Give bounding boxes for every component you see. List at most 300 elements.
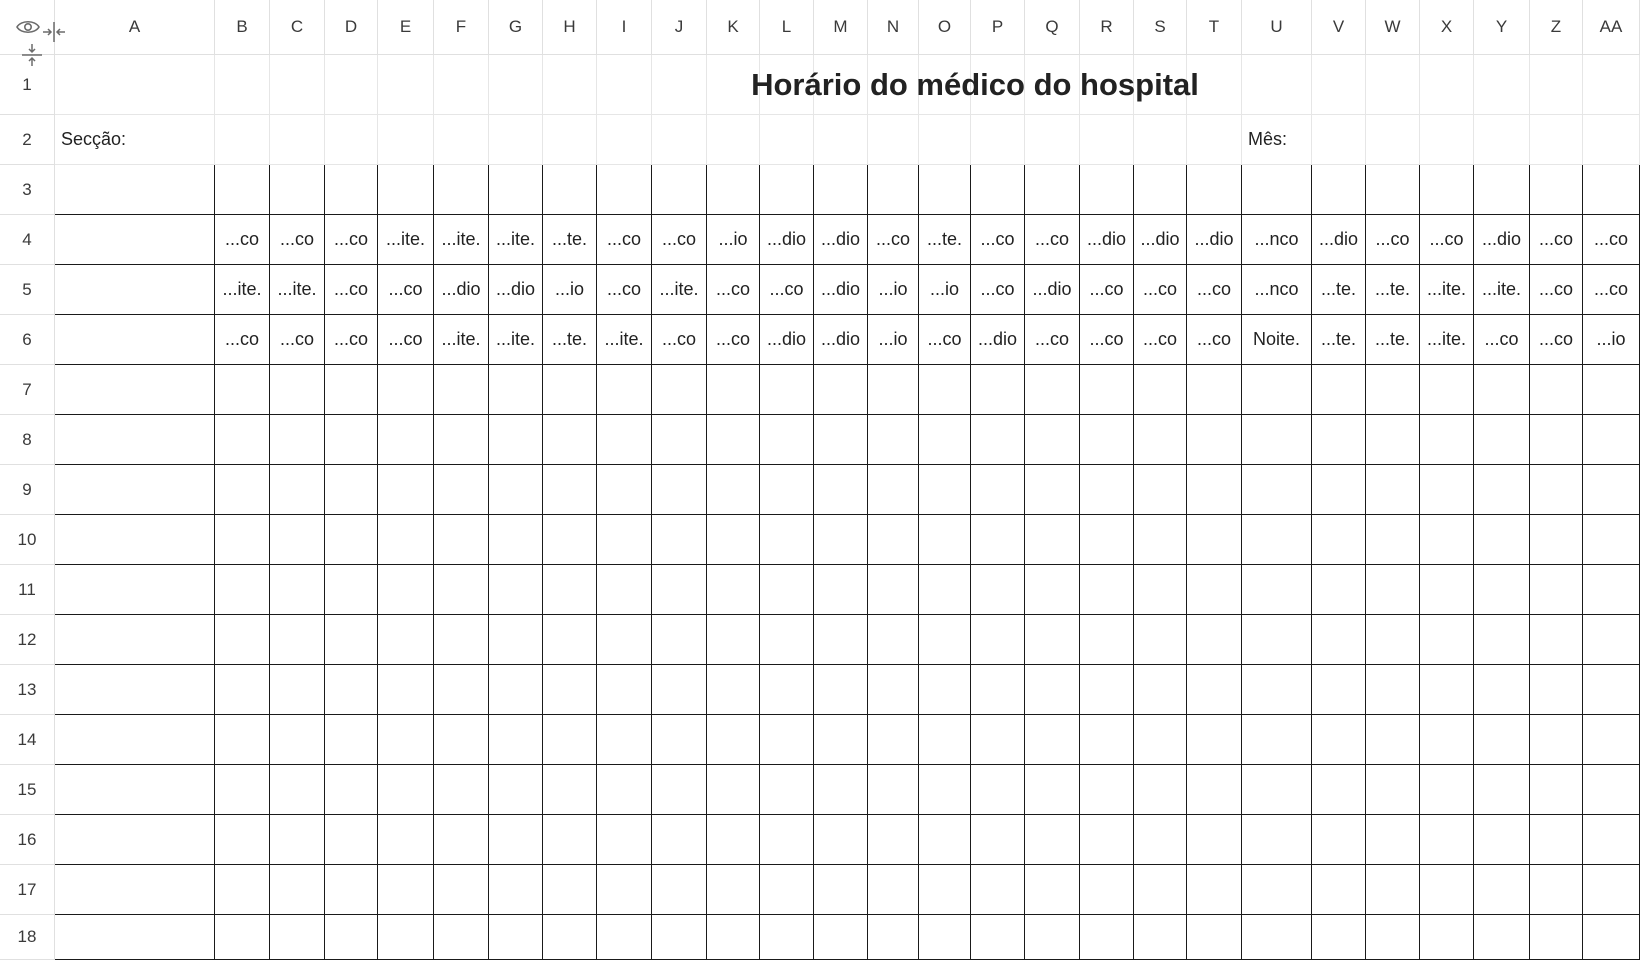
shift-cell[interactable]: ...dio xyxy=(1312,215,1366,265)
doctor-name-empty[interactable] xyxy=(55,365,215,415)
column-header-m[interactable]: M xyxy=(814,0,868,55)
cell[interactable] xyxy=(1025,115,1080,165)
shift-cell-empty[interactable] xyxy=(597,515,652,565)
shift-cell-empty[interactable] xyxy=(971,665,1025,715)
shift-cell-empty[interactable] xyxy=(1312,865,1366,915)
month-label[interactable]: Mês: xyxy=(1242,115,1312,165)
shift-cell-empty[interactable] xyxy=(1187,665,1242,715)
shift-cell-empty[interactable] xyxy=(1134,415,1187,465)
shift-cell-empty[interactable] xyxy=(1366,565,1420,615)
shift-cell-empty[interactable] xyxy=(1134,815,1187,865)
shift-cell-empty[interactable] xyxy=(1242,715,1312,765)
shift-cell-empty[interactable] xyxy=(378,665,434,715)
shift-cell-empty[interactable] xyxy=(971,715,1025,765)
shift-cell-empty[interactable] xyxy=(919,665,971,715)
shift-cell-empty[interactable] xyxy=(434,915,489,960)
shift-cell-empty[interactable] xyxy=(215,515,270,565)
shift-cell-empty[interactable] xyxy=(1312,915,1366,960)
shift-cell-empty[interactable] xyxy=(1366,515,1420,565)
shift-cell-empty[interactable] xyxy=(1187,765,1242,815)
day-header-4[interactable]: 4 xyxy=(378,165,434,215)
shift-cell-empty[interactable] xyxy=(1080,465,1134,515)
shift-cell-empty[interactable] xyxy=(325,715,378,765)
sheet-title[interactable]: Horário do médico do hospital xyxy=(751,67,1199,102)
shift-cell-empty[interactable] xyxy=(868,615,919,665)
shift-cell-empty[interactable] xyxy=(378,915,434,960)
shift-cell-empty[interactable] xyxy=(1134,615,1187,665)
shift-cell-empty[interactable] xyxy=(1530,915,1583,960)
shift-cell[interactable]: ...ite. xyxy=(597,315,652,365)
shift-cell-empty[interactable] xyxy=(652,865,707,915)
shift-cell-empty[interactable] xyxy=(270,465,325,515)
shift-cell-empty[interactable] xyxy=(270,515,325,565)
shift-cell-empty[interactable] xyxy=(1134,665,1187,715)
shift-cell-empty[interactable] xyxy=(1530,865,1583,915)
shift-cell[interactable]: ...co xyxy=(378,315,434,365)
shift-cell[interactable]: ...co xyxy=(1474,315,1530,365)
shift-cell-empty[interactable] xyxy=(1134,765,1187,815)
shift-cell-empty[interactable] xyxy=(543,865,597,915)
day-header-23[interactable]: 23 xyxy=(1420,165,1474,215)
shift-cell-empty[interactable] xyxy=(543,415,597,465)
shift-cell[interactable]: ...dio xyxy=(814,265,868,315)
shift-cell-empty[interactable] xyxy=(1474,765,1530,815)
cell[interactable] xyxy=(652,115,707,165)
shift-cell-empty[interactable] xyxy=(1080,915,1134,960)
day-header-25[interactable]: 25 xyxy=(1530,165,1583,215)
shift-cell-empty[interactable] xyxy=(652,715,707,765)
shift-cell-empty[interactable] xyxy=(919,465,971,515)
shift-cell-empty[interactable] xyxy=(1583,665,1640,715)
shift-cell-empty[interactable] xyxy=(1474,815,1530,865)
shift-cell[interactable]: ...co xyxy=(597,215,652,265)
shift-cell-empty[interactable] xyxy=(325,915,378,960)
day-header-22[interactable]: 22 xyxy=(1366,165,1420,215)
shift-cell[interactable]: ...ite. xyxy=(489,215,543,265)
shift-cell-empty[interactable] xyxy=(760,915,814,960)
shift-cell-empty[interactable] xyxy=(597,715,652,765)
shift-cell[interactable]: ...co xyxy=(1583,215,1640,265)
shift-cell-empty[interactable] xyxy=(215,415,270,465)
shift-cell-empty[interactable] xyxy=(1530,615,1583,665)
shift-cell-empty[interactable] xyxy=(1583,815,1640,865)
shift-cell-empty[interactable] xyxy=(215,565,270,615)
shift-cell-empty[interactable] xyxy=(1420,615,1474,665)
shift-cell-empty[interactable] xyxy=(489,615,543,665)
shift-cell-empty[interactable] xyxy=(707,765,760,815)
shift-cell-empty[interactable] xyxy=(814,815,868,865)
shift-cell[interactable]: ...te. xyxy=(543,215,597,265)
shift-cell-empty[interactable] xyxy=(652,615,707,665)
row-header-6[interactable]: 6 xyxy=(0,315,55,365)
shift-cell-empty[interactable] xyxy=(1080,665,1134,715)
column-header-r[interactable]: R xyxy=(1080,0,1134,55)
shift-cell-empty[interactable] xyxy=(1187,865,1242,915)
shift-cell-empty[interactable] xyxy=(652,765,707,815)
shift-cell-empty[interactable] xyxy=(1187,365,1242,415)
shift-cell-empty[interactable] xyxy=(971,415,1025,465)
shift-cell[interactable]: ...dio xyxy=(971,315,1025,365)
day-header-15[interactable]: 15 xyxy=(971,165,1025,215)
shift-cell-empty[interactable] xyxy=(919,415,971,465)
day-header-21[interactable]: 21 xyxy=(1312,165,1366,215)
shift-cell-empty[interactable] xyxy=(1025,515,1080,565)
shift-cell-empty[interactable] xyxy=(814,865,868,915)
shift-cell-empty[interactable] xyxy=(270,665,325,715)
shift-cell-empty[interactable] xyxy=(1242,415,1312,465)
shift-cell[interactable]: ...io xyxy=(919,265,971,315)
shift-cell[interactable]: ...ite. xyxy=(434,315,489,365)
shift-cell[interactable]: ...co xyxy=(919,315,971,365)
shift-cell-empty[interactable] xyxy=(1583,465,1640,515)
shift-cell[interactable]: ...dio xyxy=(1474,215,1530,265)
section-label[interactable]: Secção: xyxy=(55,115,215,165)
shift-cell-empty[interactable] xyxy=(971,815,1025,865)
shift-cell-empty[interactable] xyxy=(434,765,489,815)
shift-cell-empty[interactable] xyxy=(652,915,707,960)
row-header-5[interactable]: 5 xyxy=(0,265,55,315)
shift-cell-empty[interactable] xyxy=(325,415,378,465)
shift-cell-empty[interactable] xyxy=(1134,515,1187,565)
column-header-x[interactable]: X xyxy=(1420,0,1474,55)
shift-cell-empty[interactable] xyxy=(760,815,814,865)
shift-cell[interactable]: ...co xyxy=(1187,315,1242,365)
shift-cell-empty[interactable] xyxy=(971,915,1025,960)
shift-cell-empty[interactable] xyxy=(868,815,919,865)
day-header-2[interactable]: 2 xyxy=(270,165,325,215)
shift-cell-empty[interactable] xyxy=(868,565,919,615)
shift-cell-empty[interactable] xyxy=(1420,765,1474,815)
shift-cell-empty[interactable] xyxy=(1530,515,1583,565)
shift-cell-empty[interactable] xyxy=(1242,365,1312,415)
row-header-10[interactable]: 10 xyxy=(0,515,55,565)
shift-cell-empty[interactable] xyxy=(1583,915,1640,960)
shift-cell[interactable]: ...co xyxy=(1530,265,1583,315)
shift-cell-empty[interactable] xyxy=(707,915,760,960)
shift-cell-empty[interactable] xyxy=(1134,365,1187,415)
shift-cell-empty[interactable] xyxy=(489,715,543,765)
shift-cell-empty[interactable] xyxy=(1583,865,1640,915)
shift-cell[interactable]: ...ite. xyxy=(215,265,270,315)
shift-cell[interactable]: ...co xyxy=(707,265,760,315)
shift-cell-empty[interactable] xyxy=(270,865,325,915)
shift-cell-empty[interactable] xyxy=(652,665,707,715)
shift-cell-empty[interactable] xyxy=(1474,615,1530,665)
shift-cell-empty[interactable] xyxy=(378,365,434,415)
cell[interactable] xyxy=(325,115,378,165)
shift-cell-empty[interactable] xyxy=(1312,515,1366,565)
shift-cell-empty[interactable] xyxy=(707,815,760,865)
shift-cell-empty[interactable] xyxy=(1312,715,1366,765)
shift-cell-empty[interactable] xyxy=(814,565,868,615)
shift-cell-empty[interactable] xyxy=(868,365,919,415)
cell[interactable] xyxy=(543,115,597,165)
cell[interactable] xyxy=(489,115,543,165)
shift-cell-empty[interactable] xyxy=(543,565,597,615)
eye-icon[interactable] xyxy=(16,18,40,36)
shift-cell[interactable]: ...dio xyxy=(1187,215,1242,265)
shift-cell-empty[interactable] xyxy=(707,715,760,765)
shift-cell[interactable]: ...dio xyxy=(760,315,814,365)
shift-cell[interactable]: ...ite. xyxy=(1420,265,1474,315)
shift-cell-empty[interactable] xyxy=(1366,665,1420,715)
shift-cell-empty[interactable] xyxy=(1312,365,1366,415)
day-header-11[interactable]: 11 xyxy=(760,165,814,215)
shift-cell-empty[interactable] xyxy=(652,815,707,865)
shift-cell-empty[interactable] xyxy=(1312,765,1366,815)
shift-cell-empty[interactable] xyxy=(434,415,489,465)
shift-cell-empty[interactable] xyxy=(434,715,489,765)
shift-cell-empty[interactable] xyxy=(1474,465,1530,515)
column-header-h[interactable]: H xyxy=(543,0,597,55)
shift-cell-empty[interactable] xyxy=(597,665,652,715)
column-header-t[interactable]: T xyxy=(1187,0,1242,55)
shift-cell-empty[interactable] xyxy=(1312,565,1366,615)
shift-cell[interactable]: ...ite. xyxy=(378,215,434,265)
shift-cell-empty[interactable] xyxy=(1530,365,1583,415)
day-header-26[interactable]: 26 xyxy=(1583,165,1640,215)
shift-cell-empty[interactable] xyxy=(1080,565,1134,615)
shift-cell-empty[interactable] xyxy=(760,715,814,765)
shift-cell-empty[interactable] xyxy=(1080,765,1134,815)
shift-cell-empty[interactable] xyxy=(707,865,760,915)
shift-cell-empty[interactable] xyxy=(1474,515,1530,565)
column-header-e[interactable]: E xyxy=(378,0,434,55)
doctor-name-empty[interactable] xyxy=(55,765,215,815)
column-header-y[interactable]: Y xyxy=(1474,0,1530,55)
shift-cell-empty[interactable] xyxy=(378,815,434,865)
shift-cell[interactable]: ...co xyxy=(597,265,652,315)
shift-cell[interactable]: ...co xyxy=(215,215,270,265)
column-header-v[interactable]: V xyxy=(1312,0,1366,55)
shift-cell-empty[interactable] xyxy=(652,415,707,465)
shift-cell[interactable]: ...co xyxy=(760,265,814,315)
shift-cell-empty[interactable] xyxy=(971,865,1025,915)
shift-cell-empty[interactable] xyxy=(760,565,814,615)
shift-cell-empty[interactable] xyxy=(707,615,760,665)
shift-cell[interactable]: ...ite. xyxy=(1474,265,1530,315)
shift-cell-empty[interactable] xyxy=(1366,715,1420,765)
doctor-name-empty[interactable] xyxy=(55,865,215,915)
column-header-q[interactable]: Q xyxy=(1025,0,1080,55)
shift-cell-empty[interactable] xyxy=(489,765,543,815)
shift-cell-empty[interactable] xyxy=(597,565,652,615)
freeze-rows-icon[interactable] xyxy=(21,43,43,67)
column-header-p[interactable]: P xyxy=(971,0,1025,55)
shift-cell[interactable]: ...dio xyxy=(434,265,489,315)
shift-cell-empty[interactable] xyxy=(760,415,814,465)
shift-cell-empty[interactable] xyxy=(1025,615,1080,665)
shift-cell[interactable]: ...nco xyxy=(1242,265,1312,315)
shift-cell-empty[interactable] xyxy=(270,565,325,615)
shift-cell-empty[interactable] xyxy=(1187,515,1242,565)
shift-cell-empty[interactable] xyxy=(270,615,325,665)
cell[interactable] xyxy=(868,115,919,165)
column-header-n[interactable]: N xyxy=(868,0,919,55)
day-header-24[interactable]: 24 xyxy=(1474,165,1530,215)
day-header-8[interactable]: 8 xyxy=(597,165,652,215)
row-header-9[interactable]: 9 xyxy=(0,465,55,515)
shift-cell-empty[interactable] xyxy=(597,865,652,915)
shift-cell[interactable]: ...co xyxy=(652,315,707,365)
shift-cell-empty[interactable] xyxy=(597,415,652,465)
shift-cell-empty[interactable] xyxy=(760,515,814,565)
cell[interactable] xyxy=(1312,115,1366,165)
shift-cell-empty[interactable] xyxy=(1080,515,1134,565)
shift-cell[interactable]: ...io xyxy=(868,265,919,315)
cell[interactable] xyxy=(707,115,760,165)
shift-cell-empty[interactable] xyxy=(270,815,325,865)
doctor-name-empty[interactable] xyxy=(55,465,215,515)
shift-cell-empty[interactable] xyxy=(1583,765,1640,815)
shift-cell-empty[interactable] xyxy=(215,465,270,515)
doctor-name-empty[interactable] xyxy=(55,415,215,465)
column-header-l[interactable]: L xyxy=(760,0,814,55)
shift-cell-empty[interactable] xyxy=(919,365,971,415)
shift-cell-empty[interactable] xyxy=(378,615,434,665)
doctor-name-empty[interactable] xyxy=(55,815,215,865)
shift-cell[interactable]: ...co xyxy=(325,315,378,365)
shift-cell-empty[interactable] xyxy=(1242,615,1312,665)
shift-cell-empty[interactable] xyxy=(543,365,597,415)
shift-cell-empty[interactable] xyxy=(1583,515,1640,565)
shift-cell-empty[interactable] xyxy=(434,365,489,415)
shift-cell-empty[interactable] xyxy=(378,565,434,615)
shift-cell-empty[interactable] xyxy=(1025,465,1080,515)
shift-cell[interactable]: ...ite. xyxy=(434,215,489,265)
shift-cell-empty[interactable] xyxy=(325,815,378,865)
shift-cell-empty[interactable] xyxy=(378,415,434,465)
shift-cell-empty[interactable] xyxy=(1420,915,1474,960)
shift-cell-empty[interactable] xyxy=(1187,815,1242,865)
shift-cell[interactable]: ...dio xyxy=(1134,215,1187,265)
day-header-5[interactable]: 5 xyxy=(434,165,489,215)
shift-cell-empty[interactable] xyxy=(707,515,760,565)
shift-cell[interactable]: ...co xyxy=(971,265,1025,315)
column-header-z[interactable]: Z xyxy=(1530,0,1583,55)
shift-cell-empty[interactable] xyxy=(1420,465,1474,515)
shift-cell-empty[interactable] xyxy=(1187,615,1242,665)
shift-cell[interactable]: ...co xyxy=(1134,315,1187,365)
shift-cell-empty[interactable] xyxy=(1134,565,1187,615)
shift-cell-empty[interactable] xyxy=(1474,665,1530,715)
cell[interactable] xyxy=(1583,115,1640,165)
shift-cell-empty[interactable] xyxy=(868,465,919,515)
shift-cell[interactable]: ...dio xyxy=(760,215,814,265)
shift-cell-empty[interactable] xyxy=(1530,815,1583,865)
shift-cell-empty[interactable] xyxy=(1420,715,1474,765)
shift-cell[interactable]: ...te. xyxy=(1312,265,1366,315)
shift-cell-empty[interactable] xyxy=(1025,365,1080,415)
shift-cell[interactable]: ...co xyxy=(1420,215,1474,265)
shift-cell-empty[interactable] xyxy=(1583,365,1640,415)
shift-cell-empty[interactable] xyxy=(543,815,597,865)
row-header-4[interactable]: 4 xyxy=(0,215,55,265)
shift-cell-empty[interactable] xyxy=(378,715,434,765)
shift-cell-empty[interactable] xyxy=(378,865,434,915)
shift-cell-empty[interactable] xyxy=(919,615,971,665)
shift-cell-empty[interactable] xyxy=(434,465,489,515)
row-header-15[interactable]: 15 xyxy=(0,765,55,815)
day-header-12[interactable]: 12 xyxy=(814,165,868,215)
shift-cell-empty[interactable] xyxy=(868,915,919,960)
shift-cell-empty[interactable] xyxy=(919,765,971,815)
shift-cell-empty[interactable] xyxy=(1420,865,1474,915)
shift-cell-empty[interactable] xyxy=(434,565,489,615)
shift-cell-empty[interactable] xyxy=(971,615,1025,665)
shift-cell-empty[interactable] xyxy=(489,465,543,515)
cell[interactable] xyxy=(378,115,434,165)
shift-cell[interactable]: ...dio xyxy=(1025,265,1080,315)
shift-cell-empty[interactable] xyxy=(814,765,868,815)
shift-cell-empty[interactable] xyxy=(814,915,868,960)
shift-cell-empty[interactable] xyxy=(1134,715,1187,765)
shift-cell[interactable]: ...co xyxy=(378,265,434,315)
shift-cell[interactable]: ...co xyxy=(1134,265,1187,315)
shift-cell-empty[interactable] xyxy=(1312,815,1366,865)
shift-cell-empty[interactable] xyxy=(215,765,270,815)
shift-cell-empty[interactable] xyxy=(1025,565,1080,615)
shift-cell-empty[interactable] xyxy=(325,665,378,715)
shift-cell-empty[interactable] xyxy=(434,815,489,865)
shift-cell-empty[interactable] xyxy=(543,615,597,665)
shift-cell-empty[interactable] xyxy=(325,615,378,665)
shift-cell-empty[interactable] xyxy=(1080,365,1134,415)
shift-cell-empty[interactable] xyxy=(1530,665,1583,715)
cell[interactable] xyxy=(597,115,652,165)
shift-cell-empty[interactable] xyxy=(1080,615,1134,665)
shift-cell[interactable]: ...co xyxy=(270,315,325,365)
freeze-columns-icon[interactable] xyxy=(42,21,66,43)
shift-cell-empty[interactable] xyxy=(489,665,543,715)
shift-cell-empty[interactable] xyxy=(1242,665,1312,715)
shift-cell-empty[interactable] xyxy=(1187,915,1242,960)
shift-cell[interactable]: ...co xyxy=(1187,265,1242,315)
doctor-name[interactable]: Zhang Três xyxy=(55,215,215,265)
shift-cell-empty[interactable] xyxy=(1312,665,1366,715)
shift-cell-empty[interactable] xyxy=(814,615,868,665)
day-header-18[interactable]: 18 xyxy=(1134,165,1187,215)
shift-cell[interactable]: ...co xyxy=(1583,265,1640,315)
shift-cell[interactable]: ...co xyxy=(1530,315,1583,365)
shift-cell-empty[interactable] xyxy=(434,615,489,665)
shift-cell[interactable]: ...nco xyxy=(1242,215,1312,265)
day-header-14[interactable]: 14 xyxy=(919,165,971,215)
column-header-f[interactable]: F xyxy=(434,0,489,55)
shift-cell-empty[interactable] xyxy=(597,765,652,815)
shift-cell-empty[interactable] xyxy=(215,365,270,415)
shift-cell-empty[interactable] xyxy=(1366,815,1420,865)
shift-cell-empty[interactable] xyxy=(1242,865,1312,915)
shift-cell-empty[interactable] xyxy=(707,415,760,465)
shift-cell[interactable]: ...co xyxy=(215,315,270,365)
shift-cell-empty[interactable] xyxy=(1242,915,1312,960)
shift-cell-empty[interactable] xyxy=(1312,465,1366,515)
column-header-b[interactable]: B xyxy=(215,0,270,55)
shift-cell-empty[interactable] xyxy=(215,665,270,715)
day-header-10[interactable]: 10 xyxy=(707,165,760,215)
cell[interactable] xyxy=(1420,115,1474,165)
shift-cell-empty[interactable] xyxy=(1187,565,1242,615)
shift-cell[interactable]: ...io xyxy=(1583,315,1640,365)
shift-cell-empty[interactable] xyxy=(1242,765,1312,815)
day-header-16[interactable]: 16 xyxy=(1025,165,1080,215)
cell[interactable] xyxy=(1530,115,1583,165)
shift-cell[interactable]: ...co xyxy=(707,315,760,365)
shift-cell-empty[interactable] xyxy=(1134,915,1187,960)
shift-cell-empty[interactable] xyxy=(1583,565,1640,615)
shift-cell-empty[interactable] xyxy=(1474,565,1530,615)
